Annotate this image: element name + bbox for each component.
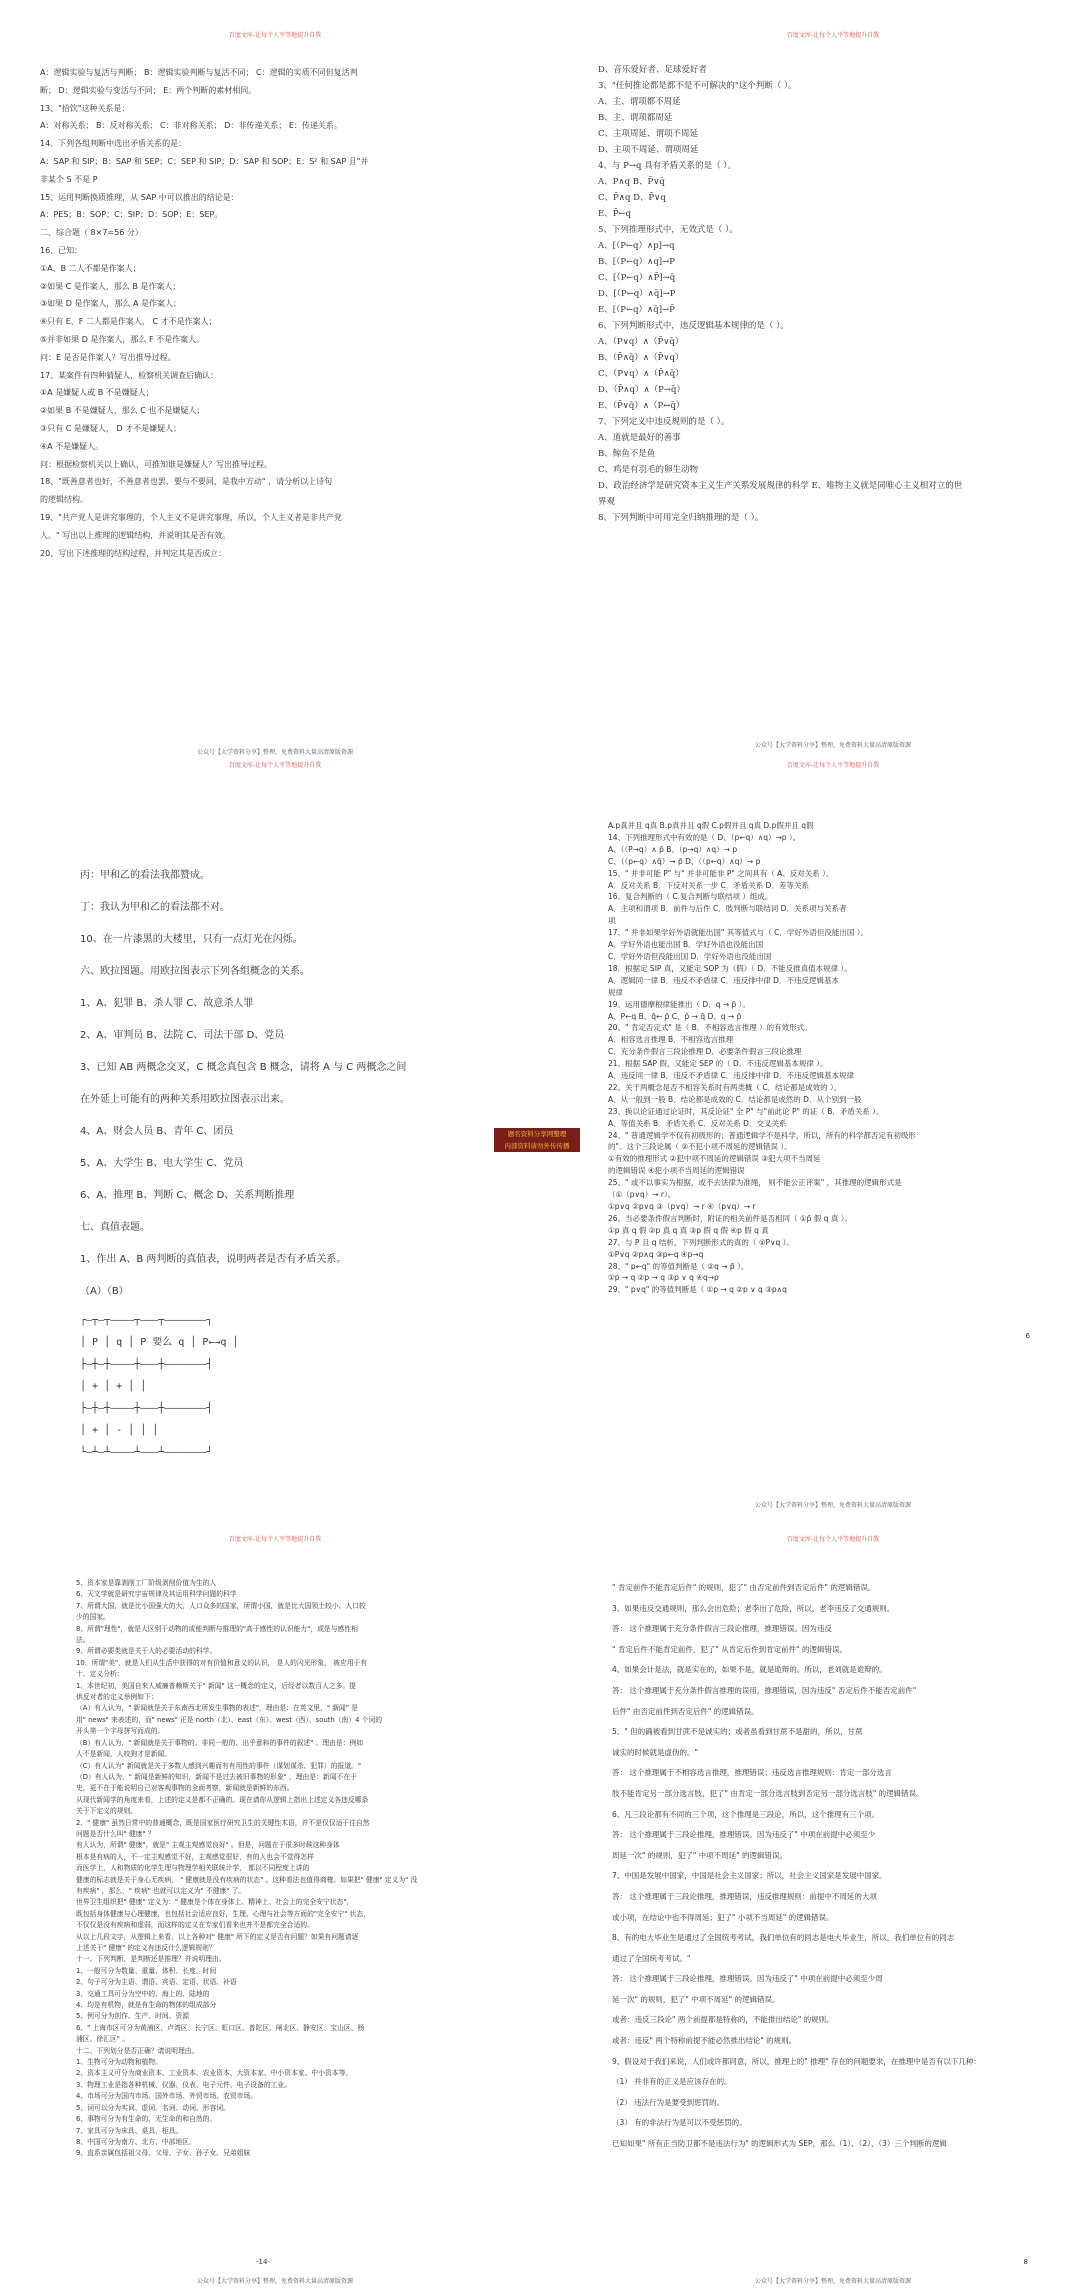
text-line: ②如果 C 是作案人，那么 B 是作案人；	[40, 281, 181, 291]
text-line: 不仅仅是没有疾病和虚弱，而这样的定义在专家们看来也并不是都完全合适的。	[76, 1921, 314, 1930]
text-line: C、（P∨q）∧（P̄∧q̄）	[598, 369, 684, 379]
text-line: 5、" 但的确被看到甘蔗不是诚实的；或者虽看到甘蔗不是甜的，所以，甘蔗	[612, 1727, 863, 1737]
page-number: -14-	[256, 2258, 270, 2266]
page-header: 百度文库-让每个人平等地提升自我	[786, 1536, 880, 1543]
text-line: A：对称关系； B：反对称关系； C：非对称关系； D：非传递关系； E：传递关系。	[40, 121, 342, 131]
text-line: 有人认为，所谓" 健康"，就是" 主观主观感觉良好" 。但是，问题在于很多时候这种身体	[76, 1841, 340, 1850]
text-line: （1） 并非有的正义是应该存在的。	[612, 2077, 732, 2087]
text-line: 答： 这个推理属于不相容选言推理，推理错误；违反选言推理规则：肯定一部分选言	[612, 1768, 892, 1778]
text-line: " 肯定前件不能肯定后件" 的规则，犯了" 由否定前件到否定后件" 的逻辑错误。	[612, 1583, 876, 1592]
text-line: 人。" 写出以上推理的逻辑结构，并说明其是否有效。	[40, 530, 231, 540]
text-line: 少的国家。	[76, 1613, 110, 1622]
text-line: A、主、谓项都不周延	[598, 97, 681, 107]
text-line: 2、资本主义可分为商业资本、工业资本、农业资本、大资本家、中小资本家、中小资本等。	[76, 2069, 353, 2078]
text-line: D、[（P←q）∧q̄]→P	[598, 289, 676, 299]
text-line: 诚实的时候就是虚伪的。"	[612, 1747, 698, 1757]
text-line: D、政治经济学是研究资本主义生产关系发展规律的科学 E、唯物主义就是同唯心主义相对立的世	[598, 481, 963, 491]
text-line: A、P←q B、q̄← p̄ C、p̄ → q̄ D、q → p̄	[608, 1011, 742, 1021]
text-line: 1、A、犯罪 B、杀人罪 C、故意杀人罪	[80, 998, 254, 1009]
text-line: 2、A、审判员 B、法院 C、司法干部 D、党员	[80, 1030, 285, 1041]
text-line: B、[（P←q）∧q]→P	[598, 257, 675, 267]
page-header: 百度文库-让每个人平等地提升自我	[786, 32, 880, 39]
text-line: 6、" 上海市区可分为黄浦区、卢湾区、长宁区、虹口区、普陀区、闸北区、静安区、宝山区、杨	[76, 2023, 365, 2032]
text-line: 1、本世纪初，美国自来人威廉普赖斯关于" 新闻" 这一概念的定义，后经者以数百人之多。提	[76, 1681, 356, 1690]
text-line: 肢不能肯定另一部分选言肢，犯了" 由肯定一部分选言肢到否定另一部分选言肢" 的逻辑错误。	[612, 1788, 924, 1798]
text-line: ①p∨q ②p∨q ③（p∨q）→ r ④（p∨q）→ r	[608, 1202, 756, 1211]
text-line: A.p真并且 q真 B.p真并且 q假 C.p假并且 q真 D.p假并且 q假	[608, 821, 814, 830]
text-line: 27、与 P 且 q 结析，下列判断形式的真的（ ①P∨q ）。	[608, 1237, 794, 1247]
text-line: 用" news" 来表述的，而" news" 正是 north（北）、east（东）、west（西）、south（南）4 个词的	[76, 1715, 383, 1724]
text-line: 22、关于两概念是否不相容关系时有两类概（ C．结论都是成效的 ）。	[608, 1082, 842, 1092]
text-line: 17、" 并非如果学好外语就能出国" 其等值式与（ C．学好外语但没能出国 ）。	[608, 928, 868, 938]
text-line: 而医学上，人和物质的化学生理与物理学相关联统计学， 都以不同程度上讲的	[76, 1864, 310, 1873]
page-body	[612, 1578, 1052, 2155]
truth-table	[80, 1310, 500, 1464]
page-header: 百度文库-让每个人平等地提升自我	[228, 1536, 322, 1543]
text-line: 二、综合题（ 8×7=56 分）	[40, 228, 143, 238]
text-line: 已知如果" 所有正当防卫都不是违法行为" 的逻辑形式为 SEP，那么（1）、（2）、（3）三个判断的逻辑	[612, 2139, 947, 2149]
text-line: C、（（p←q）∧q̄）→ p̄ D、（（p←q）∧q）→ p	[608, 856, 761, 866]
text-line: 关于下定义的规则。	[76, 1807, 138, 1816]
text-line: 供反对者的定义举例如下：	[76, 1693, 158, 1702]
page-body	[608, 820, 1048, 1296]
text-line: 4、A、财会人员 B、青年 C、团员	[80, 1126, 234, 1137]
text-line: 24、" 普通逻辑学不仅有初级形的；普通逻辑学不是科学，所以，所有的科学都否定有初级形	[608, 1130, 916, 1140]
text-line: 5、下列推理形式中，无效式是（ ）。	[598, 225, 738, 235]
page-header: 百度文库-让每个人平等地提升自我	[786, 762, 880, 769]
text-line: 史，更不在于能说明自己对客观事物的全面考察，新闻就是新鲜的东西。	[76, 1784, 294, 1793]
text-line: " 肯定后件不能肯定前件，犯了" 从肯定后件到肯定前件" 的逻辑错误。	[612, 1644, 847, 1654]
text-line: 规律	[608, 987, 623, 997]
text-line: 3、物理工业是指各种机械、仪器、仪表、电子元件、电子设备的工业。	[76, 2080, 292, 2089]
text-line: ⑤并非如果 D 是作案人，那么 F 不是作案人。	[40, 334, 205, 344]
text-line: （D）有人认为，" 新闻是新鲜的知识，新闻不是过去被旧事物的形象" ，理由是：新闻不在于	[76, 1772, 357, 1781]
text-line: 3、交通工具可分为空中的、海上的、陆地的	[76, 1989, 210, 1998]
text-line: A．违反同一律 B．违反不矛盾律 C．违反排中律 D．不违反逻辑基本规律	[608, 1071, 854, 1081]
page-body	[598, 62, 1068, 526]
page-body	[80, 860, 500, 1308]
text-line: 或者：违反" 两个特称前提不能必然推出结论" 的规则。	[612, 2036, 797, 2046]
text-line: 9、直系亲属包括祖父母、父母、子女、孙子女、兄弟姐妹	[76, 2149, 251, 2158]
page-middle-right	[608, 820, 1048, 1520]
text-line: 19、运用德摩根律能推出（ D．q → p̄ ）。	[608, 999, 750, 1009]
text-line: 4、市场可分为国内市场、国外市场、外贸市场、农贸市场。	[76, 2092, 258, 2101]
text-line: 18、"既善意者也好，不善意者也罢，要与不要同，是我中方动" ，请分析以上诗句	[40, 477, 333, 487]
page-body	[40, 64, 510, 562]
text-line: 4、与 P→q 具有矛盾关系的是（ ）。	[598, 161, 737, 171]
text-line: 1、作出 A、B 两判断的真值表，说明两者是否有矛盾关系。	[80, 1254, 347, 1265]
table-row: │ + │ - │ │ │	[80, 1425, 159, 1436]
text-line: A．反对关系 B．下反对关系一步 C．矛盾关系 D．差等关系	[608, 880, 809, 890]
text-line: A：逻辑实验与复活与判断； B：逻辑实验判断与复活不同； C：逻辑的实质不同但复活判	[40, 68, 358, 77]
text-line: 4、均是有机物，就是有生命的物体的组成部分	[76, 2001, 217, 2010]
text-line: 20、" 肯定否定式" 是（ B．不相容选言推理 ）的有效形式。	[608, 1023, 812, 1033]
table-row: └—┴—┴————┴———┴———————┘	[80, 1447, 213, 1458]
table-row: ├—┼—┼————┼———┼———————┤	[80, 1403, 213, 1414]
text-line: 21、根据 SAP 假，又能定 SEP 的（ D．不违反逻辑基本规律 ）。	[608, 1059, 828, 1069]
text-line: 答： 这个推理属于充分条件假言三段论推理，推理错误。因为违反	[612, 1624, 832, 1634]
text-line: A．学好外语也能出国 B．学好外语也没能出国	[608, 940, 764, 950]
page-middle-left	[80, 820, 500, 1480]
page-header: 百度文库-让每个人平等地提升自我	[228, 762, 322, 769]
text-line: ①有效的推理形式 ②犯中项不周延的逻辑错误 ③犯大项不当周延	[608, 1154, 821, 1164]
text-line: A、[（P←q）∧p]→q	[598, 241, 675, 251]
text-line: E、（P̄∨q̄）∧（P↔q̄）	[598, 401, 685, 411]
text-line: ①A、B 二人不都是作案人；	[40, 263, 141, 273]
text-line: 28、" p←q" 的等值判断是（ ②q → p̄ ）。	[608, 1261, 749, 1271]
text-line: A、P∧q B、P̄∨q̄	[598, 177, 665, 187]
text-line: 答： 这个推理属于充分条件假言推理的误用，推理错误，因为违反" 否定后件不能否定前件"	[612, 1685, 917, 1695]
text-line: 通过了全国统考考试。"	[612, 1953, 691, 1963]
text-line: 十一、下列判断，是判断还是推理？并说明理由。	[76, 1955, 226, 1964]
text-line: 项	[608, 916, 616, 926]
text-line: 丁：我认为甲和乙的看法都不对。	[80, 902, 230, 913]
text-line: C、P̄∧q D、P̄∨q	[598, 193, 666, 203]
text-line: C、[（P←q）∧P̄]→q̄	[598, 273, 676, 283]
text-line: 26、当必要条件假言判断时，附证的相关前件是否相同（ ①p̄ 假 q 真 ）。	[608, 1213, 852, 1223]
text-line: A：PES；B：SOP；C：SIP；D：SOP；E：SEP。	[40, 210, 223, 220]
text-line: 7、所谓大国，就是比小国强大的大，人口众多的国家，所谓小国，就是比大国领土较小、人口较	[76, 1601, 366, 1610]
text-line: 七、真值表题。	[80, 1222, 150, 1233]
text-line: 6、凡三段论都有不同的三个项，这个推理是三段论，所以，这个推理有三个项。	[612, 1809, 880, 1819]
text-line: 25、" 或不以事实为根据，或不去法律为准绳， 则不能公正评案" ，其推理的逻辑形式是	[608, 1178, 902, 1188]
text-line: 从现代新闻学的角度来看，上述的定义是都不正确的。现在请你从逻辑上指出上述定义各违反哪条	[76, 1795, 369, 1804]
text-line: ②如果 B 不是嫌疑人，那么 C 也不是嫌疑人；	[40, 406, 205, 416]
text-line: B、鲸鱼不是鱼	[598, 449, 656, 459]
page-top-left	[40, 36, 510, 756]
text-line: 问：根据检察机关以上确认，可推知谁是嫌疑人？写出推导过程。	[40, 459, 272, 469]
text-line: 23、换以论证通过论证时，其反论证" 全 P" 与"前此论 P" 的证（ B．矛盾关系 ）。	[608, 1106, 884, 1116]
text-line: 8、所谓"理性"，就是人区别于动物的或能判断与推理的"高于感性的认识能力"，或是与感性相	[76, 1624, 358, 1633]
text-line: 的"。这个三段论属（ ②不犯小项不周延的逻辑错误 ）。	[608, 1142, 792, 1152]
text-line: 8、有的电大毕业生是通过了全国统考考试，我们单位有的同志是电大毕业生，所以，我们单位有的同志	[612, 1933, 955, 1943]
text-line: 16、已知：	[40, 245, 83, 255]
text-line: （B）有人认为，" 新闻就是关于事物的、非同一般的、出乎意料的事件的叙述" 。理由是：例如	[76, 1738, 364, 1747]
text-line: 断； D：逻辑实验与变活与不同； E：两个判断的素材相同。	[40, 85, 257, 95]
text-line: 非某个 S 不是 P	[40, 174, 98, 184]
text-line: A：SAP 和 SIP；B：SAP 和 SEP；C：SEP 和 SIP；D：SAP 和 SOP；E：S² 和 SAP 且"并	[40, 156, 369, 166]
text-line: （C）有人认为" 新闻就是关于多数人感到兴趣而有有用性的事件（谋划谋杀、犯罪）的报道。"	[76, 1761, 362, 1770]
text-line: （A）有人认为，" 新闻就是关于东南西北所发生事物的表述"，理由是：在英文里，" 新闻" 是	[76, 1704, 358, 1713]
text-line: 7、下列定义中违反规则的是（ ）。	[598, 417, 730, 427]
text-line: C、主项周延、谓项不周延	[598, 129, 699, 139]
text-line: 3、已知 AB 两概念交叉，C 概念真包含 B 概念，请将 A 与 C 两概念之间	[80, 1062, 407, 1073]
text-line: （A）（B）	[80, 1286, 129, 1297]
text-line: 14、下列各组判断中选出矛盾关系的是：	[40, 139, 187, 149]
text-line: 十、定义分析：	[76, 1670, 124, 1679]
text-line: 4、如果会计是法，就是实在的，如果不是，就是诡辩的。所以，老刘就是诡辩的。	[612, 1665, 887, 1675]
text-line: 十二、下列划分是否正确？请说明理由。	[76, 2046, 199, 2055]
table-row: ├—┼—┼————┼———┼———————┤	[80, 1359, 213, 1370]
text-line: 10、所谓"美"，就是人们从生活中获得的对有价值和意义的认识， 是人的闪光形象， 被应用于有	[76, 1658, 368, 1667]
text-line: A．逻辑同一律 B．违反不矛盾律 C．违反排中律 D．不违反逻辑基本	[608, 975, 839, 985]
text-line: 15、运用判断换质推理，从 SAP 中可以推出的结论是：	[40, 192, 239, 202]
text-line: ①p 真 q 假 ②p 真 q 真 ③p 假 q 假 ④p 假 q 真	[608, 1225, 769, 1235]
text-line: 10、在一片漆黑的大楼里，只有一点灯光在闪烁。	[80, 934, 303, 945]
page-number: 6	[1025, 1332, 1030, 1340]
text-line: A、（（P→q）∧ p̄ B、（p→q）∧q）→ p	[608, 844, 738, 854]
text-line: ①P∨q ②p∧q ③p←q ④p→q	[608, 1249, 704, 1259]
page-footer: 公众号【大学资料分享】整理，免费资料大量高清原版资源	[754, 742, 911, 749]
text-line: ④A 不是嫌疑人。	[40, 441, 104, 451]
text-line: 既包括身体健康与心理健康，也包括社会适应良好，生理、心理与社会等方面的"完全安宁" 状态，	[76, 1909, 370, 1918]
text-line: A．主项和谓项 B．前件与后件 C．肢判断与联结词 D．关系项与关系者	[608, 904, 847, 914]
text-line: 7、家具可分为床具、桌具、柜具。	[76, 2126, 183, 2135]
text-line: D、音乐爱好者、足球爱好者	[598, 65, 707, 75]
page-number: 8	[1023, 2258, 1028, 2266]
text-line: 健康的标志就是关于身心无疾病， " 健康就是没有疾病的状态" 。这种看法也值得商榷。如果把" 健康" 定义为" 没	[76, 1875, 418, 1884]
text-line: A、（P∨q）∧（P̄∨q̄）	[598, 337, 684, 347]
text-line: 或小项，在结论中也不得周延；犯了" 小项不当周延" 的逻辑错误。	[612, 1912, 834, 1922]
text-line: E、P̄←q	[598, 209, 631, 219]
text-line: D、主项不周延、谓项周延	[598, 145, 699, 155]
text-line: 3、如果违反交通规则，那么会出危险；老李出了危险，所以，老李违反了交通规则。	[612, 1603, 895, 1613]
text-line: 有疾病" ，那么，" 疾病" 也就可以定义为" 不健康" 了。	[76, 1886, 246, 1895]
page-header: 百度文库-让每个人平等地提升自我	[228, 32, 322, 39]
text-line: 答： 这个推理属于三段论推理，推理错误，违反推理规则：前提中不周延的大项	[612, 1891, 877, 1901]
text-line: B、主、谓项都周延	[598, 113, 673, 123]
text-line: 2、句子可分为主语、谓语、宾语、定语、状语、补语	[76, 1978, 237, 1987]
text-line: 6、A、推理 B、判断 C、概念 D、关系判断推理	[80, 1190, 295, 1201]
text-line: A．相容选言推理 B．不相容选言推理	[608, 1035, 734, 1045]
text-line: 6、下列判断形式中，违反逻辑基本规律的是（ ）。	[598, 321, 789, 331]
text-line: A．从一般到一般 B．结论都是成效的 C．结论都是或然的 D．从个别到一般	[608, 1094, 862, 1104]
text-line: A、道就是最好的善事	[598, 433, 681, 443]
table-row: │ + │ + │ │	[80, 1381, 147, 1392]
text-line: 15、" 并非可能 P" 与" 并非可能非 P" 之间具有（ A、反对关系 ）。	[608, 868, 834, 878]
text-line: 18．根据定 SIP 真，又能定 SOP 为（假）（ D．不能反推真值本规律 ）。	[608, 963, 852, 973]
text-line: 5、A、大学生 B、电大学生 C、党员	[80, 1158, 244, 1169]
text-line: 17、某案件有四种猜疑人，检察机关调查后确认：	[40, 370, 219, 380]
text-line: 的逻辑错误 ④犯小项不当周延的逻辑错误	[608, 1166, 745, 1176]
text-line: 上述关于" 健康" 的定义有违反什么逻辑规则？	[76, 1944, 216, 1952]
text-line: 界观	[598, 497, 616, 507]
page-footer: 公众号【大学资料分享】整理，免费资料大量高清原版资源	[754, 1502, 911, 1509]
text-line: 9、所谓必要类就是关于人的必要活动的科学。	[76, 1647, 217, 1656]
text-line: 13、"拾饮"这种关系是：	[40, 103, 130, 113]
text-line: 1、生物可分为动物和植物。	[76, 2058, 162, 2067]
text-line: 的逻辑结构。	[40, 495, 88, 505]
text-line: 或者：违反三段论" 两个前提都是特称的，不能推出结论" 的规则。	[612, 2015, 834, 2025]
text-line: 9、假设对于我们来说，人们或许都同意，所以，推理上的" 推理" 存在的问题要求，在推理中是否有以下几种：	[612, 2056, 981, 2066]
text-line: （①（p∨q）→ r）。	[608, 1190, 676, 1200]
text-line: 20、写出下述推理的结构过程，并判定其是否成立：	[40, 548, 227, 558]
text-line: 3、"任何推论都是都不是不可解决的"这个判断（ ）。	[598, 81, 797, 91]
text-line: C、鸡是有羽毛的卵生动物	[598, 465, 699, 475]
text-line: A．等值关系 B．矛盾关系 C．反对关系 D．交叉关系	[608, 1118, 787, 1128]
text-line: ①A 是嫌疑人或 B 不是嫌疑人；	[40, 388, 154, 398]
text-line: 从以上几段文字，从逻辑上来看，以上各种对" 健康" 所下的定义是否有问题？如果有问题请逐	[76, 1932, 359, 1941]
text-line: 14、下列推理形式中有效的是（ D、（p←q）∧q）→p ）。	[608, 832, 801, 842]
text-line: B、（P̄∧q̄）∧（P̄∨q）	[598, 353, 684, 363]
text-line: 2、" 健康" 虽然日常中的普通概念，既是国家医疗研究卫生的关键性术语，并不是仅仅适于往自然	[76, 1818, 370, 1827]
text-line: 答： 这个推理属于三段论推理，推理错误。因为违反了" 中项在前提中必须至少	[612, 1830, 876, 1840]
watermark-stamp: 题名资料分享网整理 内部资料请勿外传传播	[494, 1128, 580, 1152]
text-line: 问：E 是否是作案人？写出推导过程。	[40, 352, 176, 362]
page-footer: 公众号【大学资料分享】整理，免费资料大量高清原版资源	[196, 2278, 353, 2285]
text-line: 法。	[76, 1636, 90, 1645]
text-line: D、（P̄∧q）∧（P→q̄）	[598, 385, 685, 395]
text-line: ④只有 E、F 二人都是作案人， C 才不是作案人；	[40, 317, 217, 327]
text-line: 根本是有病的人，不一定主观感觉不好，主观感觉很好，有的人也会不觉得怎样	[76, 1852, 314, 1861]
text-line: 浦区、徐汇区" 。	[76, 2035, 129, 2044]
text-line: ③如果 D 是作案人，那么 A 是作案人；	[40, 299, 181, 309]
text-line: 人不是新闻，人咬狗才是新闻。	[76, 1750, 172, 1759]
text-line: 延一次" 的规则，犯了" 中项不周延" 的逻辑错误。	[612, 1994, 780, 2004]
page-bottom-left	[76, 1578, 516, 2268]
text-line: 开头第一个字母拼写而成的。	[76, 1727, 165, 1736]
text-line: 6、事物可分为有生命的、无生命的和自然的。	[76, 2115, 217, 2124]
text-line: 8、中国可分为南方、北方、中部地区。	[76, 2137, 196, 2146]
text-line: C．充分条件假言三段论推理 D．必要条件假言三段论推理	[608, 1047, 802, 1057]
text-line: 问题是否什么叫" 健康" ？	[76, 1829, 155, 1838]
text-line: ③只有 C 是嫌疑人， D 才不是嫌疑人；	[40, 423, 182, 433]
text-line: 后件" 由否定前件到否定后件" 的逻辑错误。	[612, 1706, 759, 1716]
text-line: 16、复合判断的（ C.复合判断与联结项 ）组成。	[608, 892, 773, 902]
page-footer: 公众号【大学资料分享】整理，免费资料大量高清原版资源	[754, 2278, 911, 2285]
text-line: E、[（P←q）∧q̄]→P̄	[598, 305, 675, 315]
text-line: 六、欧拉图题。用欧拉图表示下列各组概念的关系。	[80, 966, 310, 977]
text-line: 1、一般可分为数量、重量、体积、长度、时间	[76, 1966, 217, 1975]
text-line: C．学好外语但没能出国 D．学好外语也没能出国	[608, 951, 772, 961]
text-line: 周延一次" 的规则，犯了" 中项不周延" 的逻辑错误。	[612, 1850, 787, 1860]
text-line: 19、"共产党人是讲究事理的，个人主义不是讲究事理，所以，个人主义者是非共产党	[40, 512, 342, 522]
text-line: 5、例可分为创作、生产、时间、资源	[76, 2012, 190, 2021]
text-line: 5、词可以分为实词、虚词、名词、动词、形容词。	[76, 2103, 230, 2112]
text-line: 8、下列判断中可用完全归纳推理的是（ ）。	[598, 513, 764, 523]
page-body	[76, 1578, 516, 2160]
text-line: 7、中国是发展中国家，中国是社会主义国家；所以，社会主义国家是发展中国家。	[612, 1871, 887, 1881]
text-line: 答： 这个推理属于三段论推理，推理错误。因为违反了" 中项在前提中必须至少周	[612, 1974, 883, 1984]
text-line: 丙：甲和乙的看法我都赞成。	[80, 870, 210, 881]
text-line: （3） 有的非法行为是可以不受惩罚的。	[612, 2118, 747, 2128]
text-line: 29、" p∨q" 的等值判断是（ ①p → q ②p ∨ q ③p∧q	[608, 1285, 787, 1295]
text-line: 6、天文学就是研究宇宙规律及其运用科学问题的科学	[76, 1590, 237, 1599]
table-row: │ P │ q │ P 要么 q │ P←→q │	[80, 1337, 239, 1348]
text-line: ①p → q ②p → q ③p ∨ q ④q→p	[608, 1273, 719, 1283]
page-bottom-right	[612, 1578, 1052, 2268]
page-footer: 公众号【大学资料分享】整理，免费资料大量高清原版资源	[196, 749, 353, 756]
text-line: （2） 违法行为是要受到惩罚的。	[612, 2097, 725, 2107]
text-line: 世界卫生组织把" 健康" 定义为：" 健康是个体在身体上、精神上、社会上的完全安宁状态"，	[76, 1898, 354, 1907]
text-line: 在外延上可能有的两种关系用欧拉图表示出来。	[80, 1094, 290, 1105]
table-row: ┌—┬—┬————┬———┬———————┐	[80, 1315, 213, 1326]
page-top-right	[598, 36, 1068, 756]
text-line: 5、资本家是靠剥削工厂阶级剥削价值为生的人	[76, 1579, 217, 1587]
